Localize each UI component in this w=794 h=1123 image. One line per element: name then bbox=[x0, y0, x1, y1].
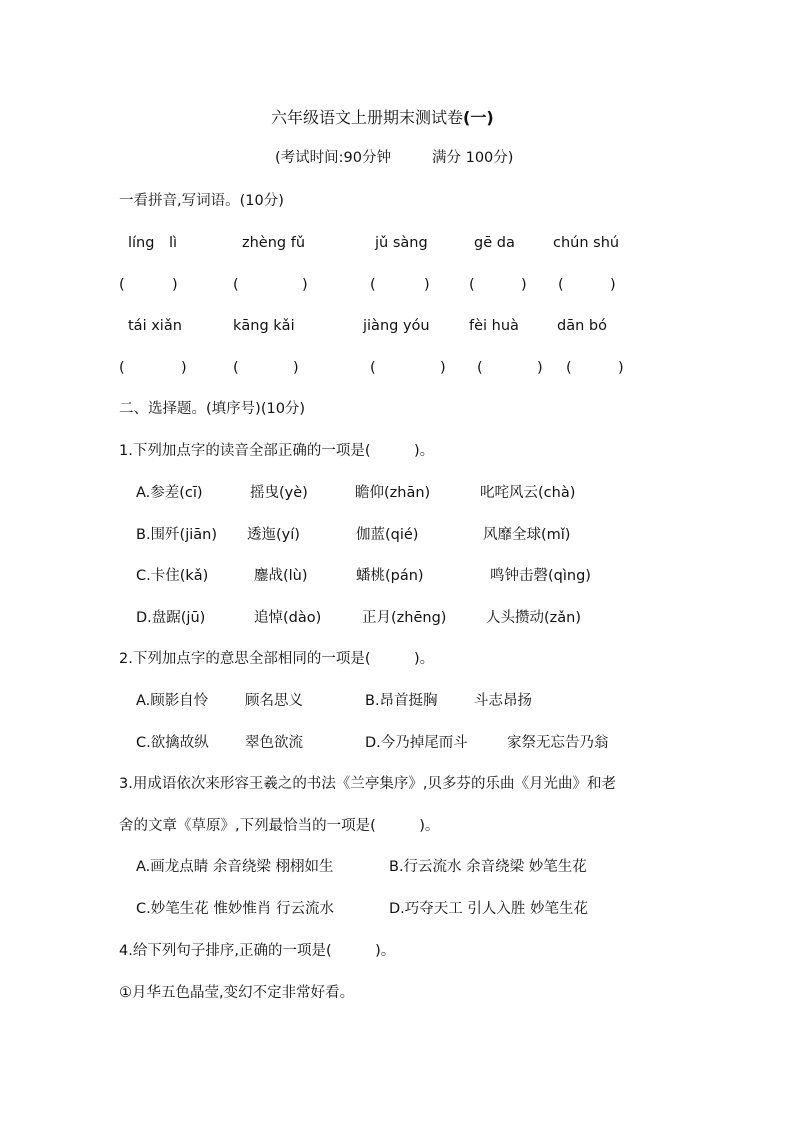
pinyin-8: jiàng yóu bbox=[363, 318, 430, 334]
q2-option-a: 顾名思义 bbox=[245, 693, 303, 709]
blank-open: ( bbox=[233, 277, 239, 293]
blank-close: ) bbox=[521, 277, 527, 293]
q3-stem-line2: 舍的文章《草原》,下列最恰当的一项是( )。 bbox=[119, 818, 440, 834]
q1-option-d: 追悼(dào) bbox=[254, 610, 322, 626]
q1-option-b: 伽蓝(qié) bbox=[356, 527, 419, 543]
q2-option-c: 翠色欲流 bbox=[245, 735, 303, 751]
pinyin-10: dān bó bbox=[557, 318, 607, 334]
blank-open: ( bbox=[370, 360, 376, 376]
q2-option-c: C.欲擒故纵 bbox=[136, 735, 209, 751]
blank-close: ) bbox=[172, 277, 178, 293]
q1-option-a: 瞻仰(zhān) bbox=[355, 485, 431, 501]
blank-close: ) bbox=[618, 360, 624, 376]
pinyin-6: tái xiǎn bbox=[128, 318, 182, 334]
q2-option-d: D.今乃掉尾而斗 bbox=[365, 735, 468, 751]
blank-open: ( bbox=[477, 360, 483, 376]
q3-option-a: A.画龙点睛 余音绕梁 栩栩如生 bbox=[136, 859, 334, 875]
blank-close: ) bbox=[293, 360, 299, 376]
q1-option-a: 叱咤风云(chà) bbox=[480, 485, 576, 501]
blank-open: ( bbox=[119, 277, 125, 293]
q1-option-c: C.卡住(kǎ) bbox=[136, 568, 209, 584]
q1-option-b: B.围歼(jiān) bbox=[136, 527, 218, 543]
q3-option-c: C.妙笔生花 惟妙惟肖 行云流水 bbox=[136, 901, 334, 917]
q4-stem: 4.给下列句子排序,正确的一项是( )。 bbox=[119, 943, 396, 959]
title-main: 六年级语文上册期末测试卷 bbox=[271, 108, 464, 127]
blank-open: ( bbox=[558, 277, 564, 293]
section1-heading: 一看拼音,写词语。(10分) bbox=[119, 193, 284, 209]
q1-option-d: 人头攒动(zǎn) bbox=[486, 610, 582, 626]
q1-option-a: 摇曳(yè) bbox=[250, 485, 308, 501]
q1-option-b: 透迤(yí) bbox=[247, 527, 300, 543]
q1-option-a: A.参差(cī) bbox=[136, 485, 203, 501]
q2-option-b: 斗志昂扬 bbox=[474, 693, 532, 709]
q1-option-c: 鏖战(lù) bbox=[254, 568, 308, 584]
q2-option-d: 家祭无忘告乃翁 bbox=[507, 735, 609, 751]
q1-option-b: 风靡全球(mǐ) bbox=[483, 527, 571, 543]
pinyin-1: líng lì bbox=[128, 235, 178, 251]
pinyin-3: jǔ sàng bbox=[375, 235, 428, 251]
blank-close: ) bbox=[424, 277, 430, 293]
q1-option-c: 蟠桃(pán) bbox=[356, 568, 424, 584]
blank-close: ) bbox=[440, 360, 446, 376]
q3-stem-line1: 3.用成语依次来形容王羲之的书法《兰亭集序》,贝多芬的乐曲《月光曲》和老 bbox=[119, 776, 616, 792]
page-title bbox=[271, 108, 494, 128]
blank-close: ) bbox=[610, 277, 616, 293]
full-score: 满分 100分) bbox=[432, 150, 514, 166]
blank-open: ( bbox=[119, 360, 125, 376]
blank-close: ) bbox=[537, 360, 543, 376]
q3-option-b: B.行云流水 余音绕梁 妙笔生花 bbox=[389, 859, 587, 875]
section2-heading: 二、选择题。(填序号)(10分) bbox=[119, 401, 306, 417]
blank-open: ( bbox=[469, 277, 475, 293]
pinyin-9: fèi huà bbox=[469, 318, 519, 334]
blank-open: ( bbox=[566, 360, 572, 376]
q3-option-d: D.巧夺天工 引人入胜 妙笔生花 bbox=[389, 901, 588, 917]
blank-open: ( bbox=[370, 277, 376, 293]
q1-stem: 1.下列加点字的读音全部正确的一项是( )。 bbox=[119, 443, 435, 459]
q2-stem: 2.下列加点字的意思全部相同的一项是( )。 bbox=[119, 651, 435, 667]
pinyin-4: gē da bbox=[474, 235, 515, 251]
pinyin-5: chún shú bbox=[553, 235, 620, 251]
q2-option-b: B.昂首挺胸 bbox=[365, 693, 438, 709]
pinyin-2: zhèng fǔ bbox=[242, 235, 306, 251]
blank-close: ) bbox=[181, 360, 187, 376]
pinyin-7: kāng kǎi bbox=[233, 318, 295, 334]
exam-time: (考试时间:90分钟 bbox=[275, 150, 391, 166]
q1-option-c: 鸣钟击磬(qìng) bbox=[490, 568, 591, 584]
blank-close: ) bbox=[302, 277, 308, 293]
q1-option-d: D.盘踞(jū) bbox=[136, 610, 206, 626]
q1-option-d: 正月(zhēng) bbox=[362, 610, 447, 626]
blank-open: ( bbox=[233, 360, 239, 376]
q2-option-a: A.顾影自怜 bbox=[136, 693, 209, 709]
q4-sentence-1: ①月华五色晶莹,变幻不定非常好看。 bbox=[119, 985, 355, 1001]
title-suffix: (一) bbox=[463, 108, 494, 127]
